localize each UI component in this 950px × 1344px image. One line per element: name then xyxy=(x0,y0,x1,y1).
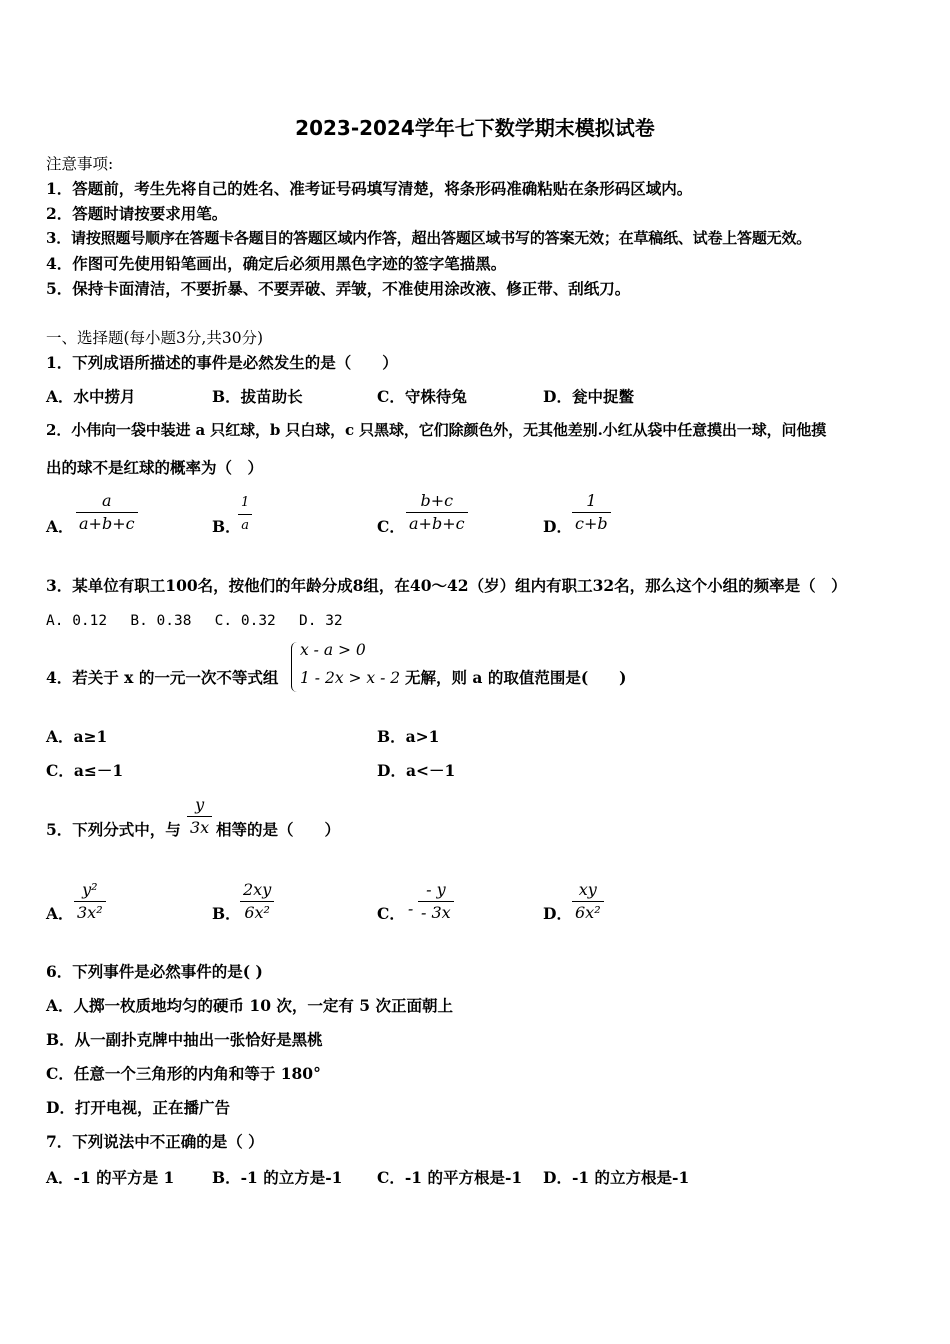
question-2-stem-cont: 出的球不是红球的概率为（ ） xyxy=(46,458,264,477)
q7-option-a: A．-1 的平方是 1 xyxy=(46,1168,175,1187)
q2-option-d-label: D． xyxy=(543,517,572,536)
q6-option-c: C．任意一个三角形的内角和等于 180° xyxy=(46,1064,321,1083)
question-5-stem-post: 相等的是（ ） xyxy=(216,820,341,839)
q2-option-a-fraction xyxy=(76,490,138,535)
q2-option-a-label: A． xyxy=(46,517,74,536)
question-4-stem: 4．若关于 x 的一元一次不等式组 xyxy=(46,668,279,687)
q2-option-b-label: B． xyxy=(212,517,241,536)
system-brace xyxy=(291,642,298,692)
q5-option-b-label: B． xyxy=(212,904,241,923)
fraction-denominator: 3x² xyxy=(77,903,103,922)
q7-option-c: C．-1 的平方根是-1 xyxy=(377,1168,523,1187)
notice-item: 3．请按照题号顺序在答题卡各题目的答题区域内作答，超出答题区域书写的答案无效；在草稿纸、试卷上答题无效。 xyxy=(46,229,812,247)
notice-item: 2．答题时请按要求用笔。 xyxy=(46,204,228,223)
q5-option-d-label: D． xyxy=(543,904,572,923)
q2-option-d-fraction xyxy=(572,490,611,535)
question-1-stem: 1．下列成语所描述的事件是必然发生的是（ ） xyxy=(46,353,398,372)
fraction-denominator: a xyxy=(241,518,250,533)
notice-item: 4．作图可先使用铅笔画出，确定后必须用黑色字迹的签字笔描黑。 xyxy=(46,254,507,273)
q5-option-a-fraction xyxy=(74,879,106,924)
notice-item: 1．答题前，考生先将自己的姓名、准考证号码填写清楚，将条形码准确粘贴在条形码区域内。 xyxy=(46,179,693,198)
q6-option-d: D．打开电视，正在播广告 xyxy=(46,1098,230,1117)
fraction-denominator: - 3x xyxy=(421,903,451,922)
q2-option-c-fraction xyxy=(406,490,468,535)
question-4-stem-post: 无解，则 a 的取值范围是( ) xyxy=(405,668,627,687)
q1-option-d: D．瓮中捉鳖 xyxy=(543,387,634,406)
fraction-numerator: - y xyxy=(426,880,446,899)
fraction-numerator: 1 xyxy=(586,491,597,510)
fraction-numerator: 2xy xyxy=(243,880,272,899)
notice-heading: 注意事项: xyxy=(46,155,114,173)
fraction-denominator: 3x xyxy=(190,818,210,837)
q6-option-b: B．从一副扑克牌中抽出一张恰好是黑桃 xyxy=(46,1030,323,1049)
negative-sign: - xyxy=(408,900,414,918)
q2-option-b-fraction xyxy=(238,492,252,537)
question-7-stem: 7．下列说法中不正确的是（ ） xyxy=(46,1132,264,1151)
q4-option-b: B．a>1 xyxy=(377,727,440,746)
q5-option-b-fraction xyxy=(240,879,274,924)
question-3-stem: 3．某单位有职工100名，按他们的年龄分成8组，在40～42（岁）组内有职工32名，那么这个小组的频率是（ ） xyxy=(46,576,847,595)
q5-stem-fraction xyxy=(187,794,212,839)
section-heading: 一、选择题(每小题3分,共30分) xyxy=(46,329,264,347)
fraction-denominator: 6x² xyxy=(575,903,601,922)
q2-option-c-label: C． xyxy=(377,517,405,536)
fraction-numerator: a xyxy=(102,491,112,510)
notice-item: 5．保持卡面清洁，不要折暴、不要弄破、弄皱，不准使用涂改液、修正带、刮纸刀。 xyxy=(46,279,631,298)
fraction-numerator: y xyxy=(195,795,205,814)
question-6-stem: 6．下列事件是必然事件的是( ) xyxy=(46,962,263,981)
fraction-denominator: a+b+c xyxy=(79,514,135,533)
q5-option-c-label: C． xyxy=(377,904,405,923)
question-2-stem: 2．小伟向一袋中装进 a 只红球，b 只白球，c 只黑球，它们除颜色外，无其他差别.小红从袋中任意摸出一球，问他摸 xyxy=(46,421,827,439)
q4-option-c: C．a≤－1 xyxy=(46,761,124,780)
q4-option-d: D．a<－1 xyxy=(377,761,456,780)
q4-option-a: A．a≥1 xyxy=(46,727,108,746)
q3-options: A. 0.12 B. 0.38 C. 0.32 D. 32 xyxy=(46,613,343,629)
inequality-line-2: 1 - 2x > x - 2 xyxy=(300,669,401,687)
fraction-numerator: b+c xyxy=(420,491,454,510)
q1-option-b: B．拔苗助长 xyxy=(212,387,303,406)
page-title: 2023-2024学年七下数学期末模拟试卷 xyxy=(295,116,655,140)
inequality-line-1: x - a > 0 xyxy=(300,641,366,659)
q7-option-b: B．-1 的立方是-1 xyxy=(212,1168,343,1187)
q5-option-c-fraction xyxy=(418,879,454,924)
fraction-denominator: c+b xyxy=(575,514,608,533)
q1-option-c: C．守株待兔 xyxy=(377,387,467,406)
fraction-denominator: a+b+c xyxy=(409,514,465,533)
fraction-numerator: 1 xyxy=(241,495,250,510)
fraction-numerator: y² xyxy=(82,880,98,899)
fraction-numerator: xy xyxy=(578,880,597,899)
q5-option-d-fraction xyxy=(572,879,604,924)
q1-option-a: A．水中捞月 xyxy=(46,387,136,406)
q5-option-a-label: A． xyxy=(46,904,74,923)
q6-option-a: A．人掷一枚质地均匀的硬币 10 次，一定有 5 次正面朝上 xyxy=(46,996,453,1015)
question-5-stem: 5．下列分式中，与 xyxy=(46,820,181,839)
fraction-denominator: 6x² xyxy=(244,903,270,922)
q7-option-d: D．-1 的立方根是-1 xyxy=(543,1168,690,1187)
